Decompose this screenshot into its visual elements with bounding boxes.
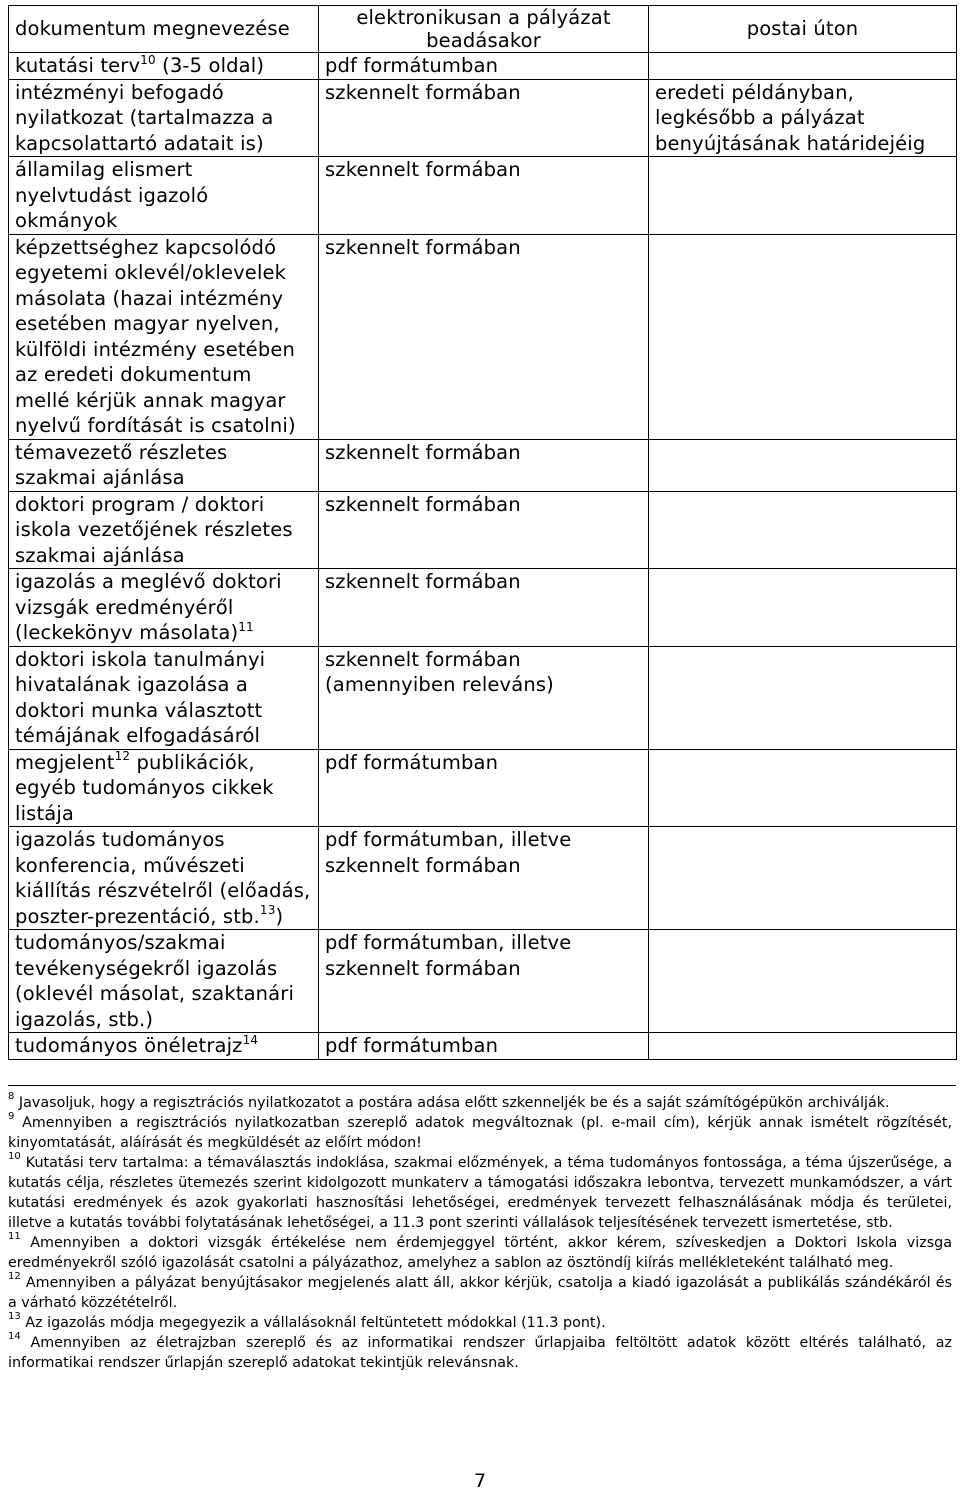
document-name: doktori iskola tanulmányi hivatalának igazolása a doktori munka választott témájának elfogadásáról: [15, 647, 266, 747]
page-number: 7: [473, 1470, 487, 1492]
footnote-number: 11: [8, 1231, 21, 1243]
document-name-cell: [9, 439, 319, 491]
footnote-ref: 11: [238, 619, 254, 634]
footnote-number: 12: [8, 1271, 21, 1283]
document-name: államilag elismert nyelvtudást igazoló okmányok: [15, 158, 209, 232]
electronic-format-cell: szkennelt formában: [319, 491, 649, 569]
footnote-number: 8: [8, 1091, 15, 1103]
table-row: [9, 646, 957, 749]
footnote: [8, 1153, 952, 1233]
document-name-cell: [9, 1033, 319, 1060]
footnote-number: 13: [8, 1311, 21, 1323]
footnote-text: Amennyiben az életrajzban szereplő és az informatikai rendszer űrlapjaiba feltöltött adatok között eltérés található, az informatikai rendszer űrlapján szereplő adatokat tekintjük relevánsnak.: [8, 1335, 952, 1371]
electronic-format-cell: pdf formátumban, illetve szkennelt formában: [319, 930, 649, 1033]
footnote-ref: 12: [114, 749, 131, 763]
document-name-cell: [9, 157, 319, 235]
document-name: intézményi befogadó nyilatkozat (tartalmazza a kapcsolattartó adatait is): [15, 80, 274, 155]
electronic-format-cell: pdf formátumban: [319, 749, 649, 827]
document-name-cell: [9, 646, 319, 749]
table-row: [9, 157, 957, 235]
footnote-number: 14: [8, 1331, 21, 1343]
document-name: tudományos önéletrajz: [15, 1034, 243, 1057]
footnote-ref: 14: [242, 1032, 259, 1047]
document-name: tudományos/szakmai tevékenységekről igazolás (oklevél másolat, szaktanári igazolás, stb.): [15, 931, 295, 1031]
table-row: [9, 930, 957, 1033]
postal-format-cell: [649, 234, 957, 439]
header-document-name: dokumentum megnevezése: [9, 6, 319, 53]
table-row: [9, 53, 957, 80]
footnote: [8, 1233, 952, 1273]
electronic-format-cell: pdf formátumban: [319, 53, 649, 80]
table-row: [9, 569, 957, 647]
document-name: igazolás tudományos konferencia, művészeti kiállítás részvételről (előadás, poszter-prezentáció, stb.: [15, 828, 311, 928]
postal-format-cell: [649, 930, 957, 1033]
footnote: [8, 1273, 952, 1313]
postal-format-cell: [649, 646, 957, 749]
document-name-cell: [9, 53, 319, 80]
footnote-number: 10: [8, 1151, 21, 1163]
table-row: [9, 234, 957, 439]
footnote-separator: [8, 1085, 956, 1086]
footnote-ref: 13: [259, 903, 276, 917]
postal-format-cell: [649, 827, 957, 930]
postal-format-cell: [649, 53, 957, 80]
postal-format-cell: [649, 1033, 957, 1060]
table-row: [9, 79, 957, 157]
document-name-suffix: publikációk, egyéb tudományos cikkek listája: [15, 750, 274, 825]
electronic-format-cell: szkennelt formában: [319, 569, 649, 647]
document-name-cell: [9, 749, 319, 827]
electronic-format-cell: szkennelt formában: [319, 157, 649, 235]
electronic-format-cell: szkennelt formában: [319, 234, 649, 439]
table-row: [9, 491, 957, 569]
document-name-suffix: (3-5 oldal): [155, 54, 265, 77]
document-name: megjelent: [15, 750, 115, 774]
postal-format-cell: [649, 491, 957, 569]
document-name: képzettséghez kapcsolódó egyetemi oklevél/oklevelek másolata (hazai intézmény esetében magyar nyelven, külföldi intézmény esetében az eredeti dokumentum mellé kérjük annak magyar nyelvű fordítását is csatolni): [15, 235, 296, 437]
footnote-text: Javasoljuk, hogy a regisztrációs nyilatkozatot a postára adása előtt szkenneljék be és a saját számítógépükön archiválják.: [14, 1095, 890, 1111]
postal-format-cell: [649, 439, 957, 491]
table-row: [9, 439, 957, 491]
document-name-cell: [9, 827, 319, 930]
footnote-ref: 10: [140, 52, 156, 67]
footnote: [8, 1333, 952, 1373]
footnote-text: Kutatási terv tartalma: a témaválasztás indoklása, szakmai előzmények, a téma tudományos fontossága, a téma újszerűsége, a kutatás célja, részletes ütemezés szerint kidolgozott munkaterv a támogatási időszakra lebontva, tervezett munkamódszer, a várt kutatási eredmények és azok gyakorlati hasznosítási lehetőségei, eredmények tervezett felhasználásának módja és területei, illetve a kutatás további folytatásának lehetőségei, a 11.3 pont szerinti vállalások teljesítésének tervezett ismertetése, stb.: [8, 1155, 952, 1231]
document-name: doktori program / doktori iskola vezetőjének részletes szakmai ajánlása: [15, 492, 293, 567]
footnote: [8, 1313, 952, 1333]
electronic-format-cell: szkennelt formában: [319, 79, 649, 157]
document-name: kutatási terv: [15, 54, 141, 77]
table-row: [9, 1033, 957, 1060]
document-name-cell: [9, 79, 319, 157]
footnote-text: Amennyiben a pályázat benyújtásakor megjelenés alatt áll, akkor kérjük, csatolja a kiadó igazolását a publikálás szándékáról és a várható közzétételről.: [8, 1275, 952, 1311]
postal-format-cell: [649, 749, 957, 827]
electronic-format-cell: pdf formátumban, illetve szkennelt formában: [319, 827, 649, 930]
postal-format-cell: [649, 569, 957, 647]
footnote-text: Amennyiben a regisztrációs nyilatkozatban szereplő adatok megváltoznak (pl. e-mail cím), kérjük annak ismételt rögzítését, kinyomtatását, aláírását és megküldését az előírt módon!: [8, 1115, 952, 1151]
footnote-text: Amennyiben a doktori vizsgák értékelése nem érdemjeggyel történt, akkor kérem, szíveskedjen a Doktori Iskola vizsga eredményekről szóló igazolását csatolni a pályázathoz, amelyhez a sablon az ösztöndíj kiírás mellékleteként található meg.: [8, 1235, 952, 1271]
header-electronic: elektronikusan a pályázat beadásakor: [319, 6, 649, 53]
postal-format-cell: [649, 157, 957, 235]
document-name: igazolás a meglévő doktori vizsgák eredményéről (leckekönyv másolata): [15, 570, 282, 644]
footnote: [8, 1093, 952, 1113]
footnote: [8, 1113, 952, 1153]
table-row: [9, 827, 957, 930]
table-header-row: [9, 6, 957, 53]
documents-table: [8, 5, 957, 1060]
document-name-cell: [9, 930, 319, 1033]
document-name-cell: [9, 569, 319, 647]
postal-format-cell: eredeti példányban, legkésőbb a pályázat benyújtásának határidejéig: [649, 79, 957, 157]
document-name-cell: [9, 234, 319, 439]
electronic-format-cell: szkennelt formában: [319, 439, 649, 491]
electronic-format-cell: szkennelt formában (amennyiben releváns): [319, 646, 649, 749]
footnote-text: Az igazolás módja megegyezik a vállalásoknál feltüntetett módokkal (11.3 pont).: [20, 1315, 606, 1331]
document-name-suffix: ): [275, 904, 284, 928]
footnotes: [8, 1093, 952, 1373]
electronic-format-cell: pdf formátumban: [319, 1033, 649, 1060]
document-name-cell: [9, 491, 319, 569]
document-name: témavezető részletes szakmai ajánlása: [15, 440, 228, 489]
footnote-number: 9: [8, 1111, 15, 1123]
header-postal: postai úton: [649, 6, 957, 53]
table-row: [9, 749, 957, 827]
